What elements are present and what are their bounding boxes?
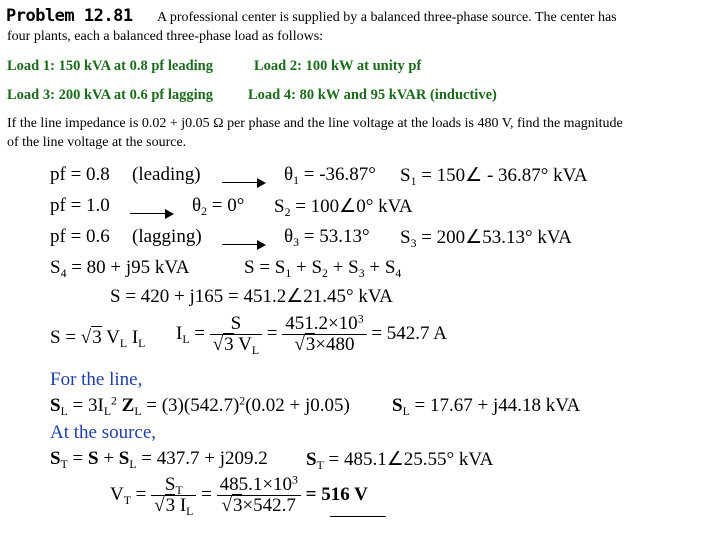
theta2-equation: $\theta_2 = 0^\circ$ [192, 195, 245, 219]
pf3-text: pf = 0.6 [50, 226, 110, 247]
theta1-value: = -36.87° [303, 164, 376, 185]
IL-fraction-symbolic: $\frac{S}{√3 V_L}$ [210, 314, 262, 355]
S2-equation: $S_2$ = 100∠0° kVA [274, 196, 413, 220]
S-magnitude-equation: S = √3 $V_L$ $I_L$ [50, 327, 146, 351]
VT-result: = 516 V [305, 483, 368, 505]
pf1-equation [50, 164, 110, 186]
IL-den: ×480 [315, 333, 355, 355]
ST-result: $S_T$ = 485.1∠25.55° kVA [306, 449, 494, 473]
question-line2: of the line voltage at the source. [7, 135, 187, 150]
S2-value: = 100∠0° kVA [295, 196, 413, 217]
pf2-text: pf = 1.0 [50, 195, 110, 216]
arrow-right-icon [222, 174, 266, 192]
S3-value: = 200∠53.13° kVA [421, 227, 572, 248]
IL-fraction-numeric: $\frac{451.2\times 10^3}{√3\times 480}$ [282, 314, 366, 355]
question-line1: If the line impedance is 0.02 + j0.05 Ω per phase and the line voltage at the loads is 480 V, find the magnitude [7, 116, 623, 131]
S-sum-equation: $S = S_1 + S_2 + S_3 + S_4$ [244, 257, 402, 281]
load-1-spec: Load 1: 150 kVA at 0.8 pf leading [7, 58, 213, 74]
theta3-value: = 53.13° [303, 226, 370, 247]
VT-fraction-symbolic: $\frac{S_T}{√3 I_L}$ [151, 475, 196, 516]
at-source-label: At the source, [50, 422, 157, 443]
arrow-right-icon [222, 236, 266, 254]
VT-fraction-numeric: $\frac{485.1\times 10^3}{√3\times 542.7}$ [217, 475, 301, 516]
load-4-spec: Load 4: 80 kW and 95 kVAR (inductive) [248, 87, 497, 103]
theta2-value: = 0° [211, 195, 245, 216]
theta1-equation: $\theta_1 = -36.87^\circ$ [284, 164, 376, 188]
ST-expr: = 437.7 + j209.2 [141, 448, 268, 469]
answer-underline [330, 516, 386, 517]
S4-value: = 80 + j95 kVA [71, 257, 190, 278]
VT-equation: $V_T$ = $\frac{S_T}{√3 I_L}$ = $\frac{485.1\times 10^3}{√3\times 542.7}$ = 516 V [110, 473, 368, 519]
sqrt-icon: √3 [80, 327, 102, 348]
problem-statement-line2: four plants, each a balanced three-phase load as follows: [7, 29, 324, 44]
load-3-spec: Load 3: 200 kVA at 0.6 pf lagging [7, 87, 213, 103]
pf1-text: pf = 0.8 [50, 164, 110, 185]
S3-equation: $S_3$ = 200∠53.13° kVA [400, 227, 572, 251]
VT-num: 485.1×10 [219, 474, 293, 495]
IL-num: 451.2×10 [285, 313, 358, 334]
for-line-label: For the line, [50, 369, 143, 390]
S1-value: = 150∠ - 36.87° kVA [421, 165, 588, 186]
problem-statement-line1: A professional center is supplied by a balanced three-phase source. The center has [157, 10, 617, 25]
pf1-note: (leading) [132, 164, 201, 185]
ST-equation: $S_T = S + S_L = 437.7 + j209.2$ [50, 448, 268, 472]
theta3-equation: $\theta_3 = 53.13^\circ$ [284, 226, 370, 250]
problem-title: Problem 12.81 [6, 6, 133, 26]
SL-equation: $S_L = 3I_L^2$ $Z_L = (3)(542.7)^2(0.02 + j0.05)$ [50, 394, 350, 419]
load-2-spec: Load 2: 100 kW at unity pf [254, 58, 422, 74]
SL-impedance: (0.02 + j0.05) [245, 395, 350, 416]
S4-equation: $S_4 = 80 + j95$ kVA [50, 257, 190, 281]
pf3-note: (lagging) [132, 226, 202, 247]
VT-den: ×542.7 [242, 494, 296, 516]
S-total-equation: S = 420 + j165 = 451.2∠21.45° kVA [110, 286, 393, 307]
SL-result: $S_L = 17.67 + j44.18$ kVA [392, 395, 581, 419]
SL-value: = 17.67 + j44.18 kVA [414, 395, 581, 416]
arrow-right-icon [130, 205, 174, 223]
S1-equation: $S_1$ = 150∠ - 36.87° kVA [400, 165, 588, 189]
ST-value: = 485.1∠25.55° kVA [328, 449, 494, 470]
SL-expr: = (3)(542.7) [146, 395, 240, 416]
IL-equation: $I_L$ = $\frac{S}{√3 V_L}$ = $\frac{451.2\times 10^3}{√3\times 480}$ = 542.7 A [176, 312, 447, 358]
IL-result: = 542.7 A [371, 322, 447, 344]
